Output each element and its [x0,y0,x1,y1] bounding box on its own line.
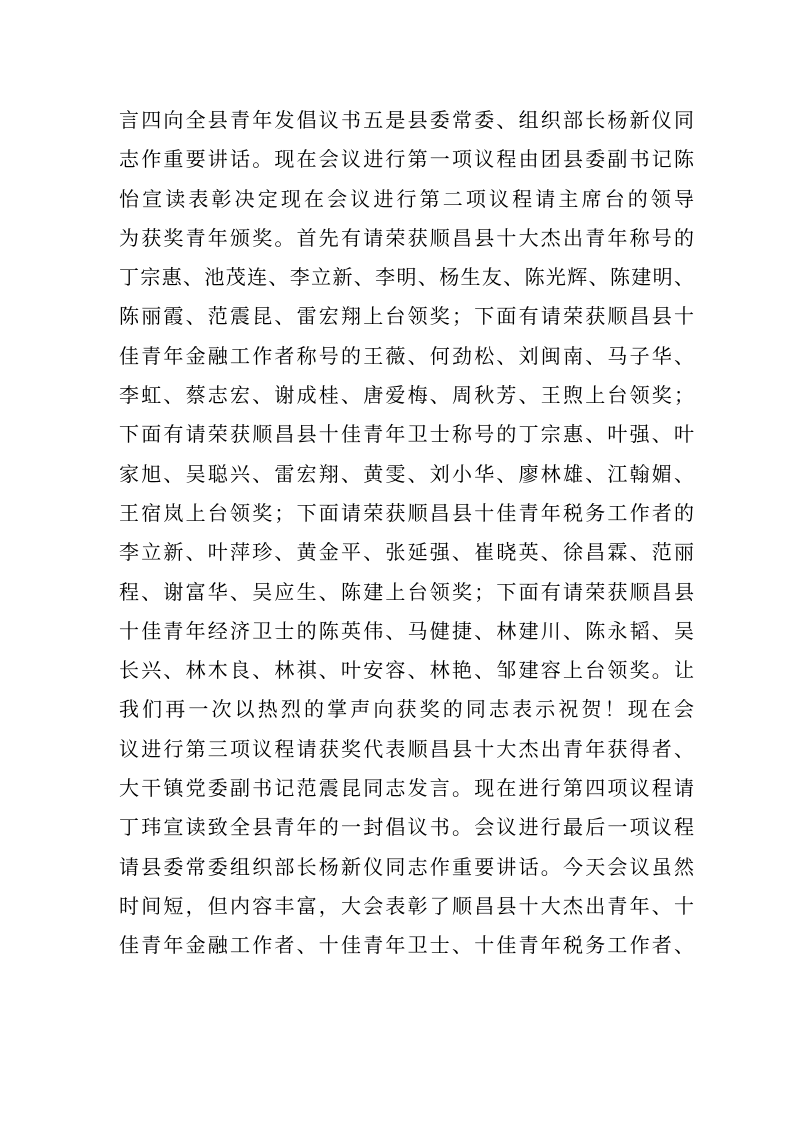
text-line: 程、谢富华、吴应生、陈建上台领奖；下面有请荣获顺昌县 [119,579,694,604]
text-line: 言四向全县青年发倡议书五是县委常委、组织部长杨新仪同 [119,108,694,132]
text-line: 家旭、吴聪兴、雷宏翔、黄雯、刘小华、廖林雄、江翰媚、 [119,461,694,486]
text-line: 下面有请荣获顺昌县十佳青年卫士称号的丁宗惠、叶强、叶 [119,422,694,447]
text-line: 李立新、叶萍珍、黄金平、张延强、崔晓英、徐昌霖、范丽 [119,540,694,565]
text-line: 大干镇党委副书记范震昆同志发言。现在进行第四项议程请 [119,776,694,801]
text-line: 请县委常委组织部长杨新仪同志作重要讲话。今天会议虽然 [119,854,694,879]
text-line: 为获奖青年颁奖。首先有请荣获顺昌县十大杰出青年称号的 [119,225,694,250]
text-line: 佳青年金融工作者称号的王薇、何劲松、刘闽南、马子华、 [119,343,694,368]
body-text [119,101,694,966]
text-line: 十佳青年经济卫士的陈英伟、马健捷、林建川、陈永韬、吴 [119,618,694,643]
text-line: 丁宗惠、池茂连、李立新、李明、杨生友、陈光辉、陈建明、 [119,265,694,290]
text-line: 丁玮宣读致全县青年的一封倡议书。会议进行最后一项议程 [119,815,694,840]
text-line: 王宿岚上台领奖；下面请荣获顺昌县十佳青年税务工作者的 [119,500,694,525]
text-line: 李虹、蔡志宏、谢成桂、唐爱梅、周秋芳、王煦上台领奖； [119,383,694,408]
text-line: 时间短，但内容丰富，大会表彰了顺昌县十大杰出青年、十 [119,893,694,918]
text-line: 议进行第三项议程请获奖代表顺昌县十大杰出青年获得者、 [119,736,694,761]
text-line: 陈丽霞、范震昆、雷宏翔上台领奖；下面有请荣获顺昌县十 [119,304,694,329]
text-line: 怡宣读表彰决定现在会议进行第二项议程请主席台的领导 [119,186,694,211]
text-line: 佳青年金融工作者、十佳青年卫士、十佳青年税务工作者、 [119,933,694,958]
text-line: 长兴、林木良、林祺、叶安容、林艳、邹建容上台领奖。让 [119,658,694,683]
text-line: 志作重要讲话。现在会议进行第一项议程由团县委副书记陈 [119,147,694,172]
text-line: 我们再一次以热烈的掌声向获奖的同志表示祝贺！现在会 [119,697,694,722]
